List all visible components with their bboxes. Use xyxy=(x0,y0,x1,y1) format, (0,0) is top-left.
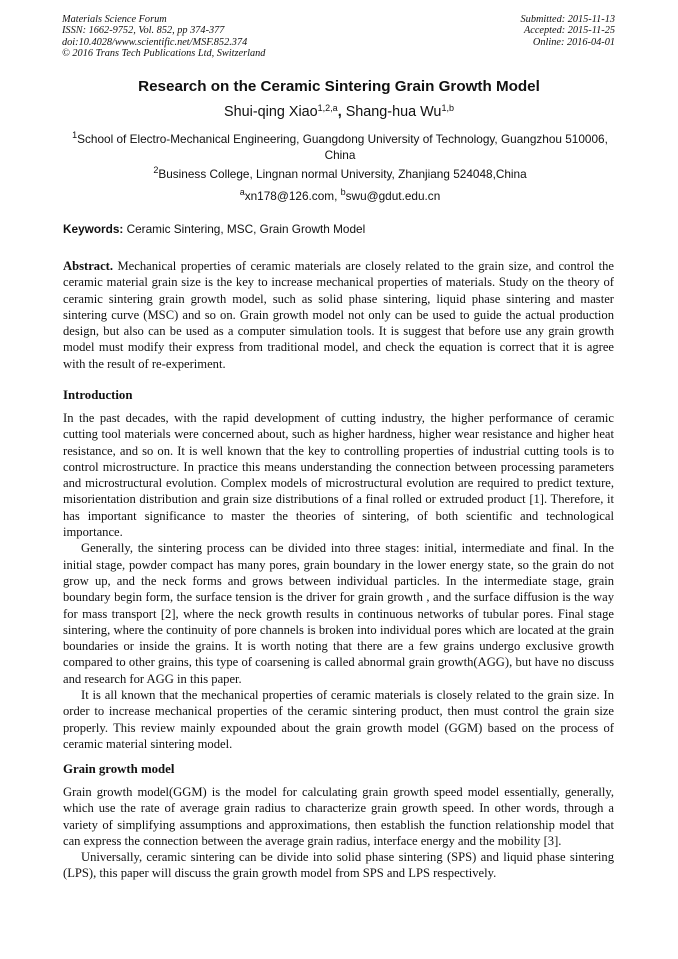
issn-line: ISSN: 1662-9752, Vol. 852, pp 374-377 xyxy=(62,25,225,37)
introduction-body xyxy=(63,410,614,752)
copyright-line: © 2016 Trans Tech Publications Ltd, Switzerland xyxy=(62,48,266,60)
author-2: Shang-hua Wu xyxy=(345,104,442,120)
paragraph: In the past decades, with the rapid development of cutting industry, the higher performance of ceramic cutting tool materials were concerned about, such as higher hardness, higher wear resistance and higher heat resistance, and so on. It is well known that the key to controlling properties of industrial cutting tools is to control microstructure. In practice this means understanding the connection between processing parameters and microstructural evolution. Complex models of microstructural evolution are required to predict texture, misorientation distribution and grain size distributions of a final rolled or extruded product [1]. Therefore, it has important significance to master the theories of sintering, of both scientific and technological importance. xyxy=(63,411,614,540)
keywords-text: Ceramic Sintering, MSC, Grain Growth Model xyxy=(123,222,366,236)
author-line xyxy=(0,104,678,120)
affiliation-1-text: School of Electro-Mechanical Engineering, Guangdong University of Technology, Guangzhou 510006, China xyxy=(77,132,608,162)
author-separator: , xyxy=(337,104,346,120)
journal-info xyxy=(62,14,265,60)
journal-name: Materials Science Forum xyxy=(62,14,167,25)
abstract xyxy=(63,258,614,372)
email-b: swu@gdut.edu.cn xyxy=(345,189,441,203)
grain-growth-model-heading: Grain growth model xyxy=(63,762,175,776)
keywords-label: Keywords: xyxy=(63,222,124,236)
email-b-sup: b xyxy=(340,187,346,197)
author-1: Shui-qing Xiao xyxy=(224,104,318,120)
paragraph: Universally, ceramic sintering can be divide into solid phase sintering (SPS) and liquid phase sintering (LPS), this paper will discuss the grain growth model from SPS and LPS respectively. xyxy=(63,850,614,881)
author-1-sup: 1,2,a xyxy=(317,103,338,113)
abstract-label: Abstract. xyxy=(63,259,114,273)
grain-growth-model-body xyxy=(63,784,614,882)
abstract-text: Mechanical properties of ceramic materials are closely related to the grain size, and control the ceramic material grain size is the key to increase mechanical properties of materials. Study on the theory of ceramic sintering grain growth model, such as solid phase sintering, liquid phase sintering and master sintering curve (MSC) and so on. Grain growth model not only can be used to guide the actual production design, but also can be used as a computer simulation tools. It is suggest that before use any grain growth model must modify their express from traditional model, and check the equation is correct that it is agree with the result of re-experiment. xyxy=(63,259,614,371)
paragraph: Generally, the sintering process can be divided into three stages: initial, intermediate and final. In the initial stage, powder compact has many pores, grain boundary in the lower energy state, so the grain do not grow up, and the neck forms and grows between individual particles. In the intermediate stage, grain boundary begin form, the surface tension is the driver for grain growth , and the surface diffusion is the way for mass transport [2], where the neck growth results in continuous networks of tubular pores. Final stage sintering, where the continuity of pore channels is broken into individual pores which are located at the grain boundaries or inside the grains. It is worth noting that there are a few grains undergo exclusive growth compared to other grains, this type of coarsening is called abnormal grain growth(AGG), but have no discuss and research for AGG in this paper. xyxy=(63,541,614,686)
affiliation-2-sup: 2 xyxy=(153,165,159,175)
email-a-sup: a xyxy=(239,187,245,197)
submitted-date: Submitted: 2015-11-13 xyxy=(520,14,615,25)
keywords xyxy=(63,222,623,236)
doi-line: doi:10.4028/www.scientific.net/MSF.852.374 xyxy=(62,36,248,48)
online-date: Online: 2016-04-01 xyxy=(532,36,615,48)
author-2-sup: 1,b xyxy=(441,103,454,113)
affiliation-1-sup: 1 xyxy=(72,130,78,140)
dates-info xyxy=(521,14,615,48)
affiliation-2-text: Business College, Lingnan normal University, Zhanjiang 524048,China xyxy=(158,167,527,181)
email-a: xn178@126.com, xyxy=(244,189,341,203)
accepted-date: Accepted: 2015-11-25 xyxy=(523,25,615,37)
emails xyxy=(66,188,614,204)
affiliation-1 xyxy=(66,131,614,163)
paragraph: Grain growth model(GGM) is the model for calculating grain growth speed model essentially, generally, which use the rate of average grain radius to characterize grain growth speed. In other words, through a variety of simplifying assumptions and approximations, then establish the function relationship model that can express the connection between the average grain radius, interface energy and the mobility [3]. xyxy=(63,785,614,848)
affiliation-2 xyxy=(66,166,614,182)
paragraph: It is all known that the mechanical properties of ceramic materials is closely related to the grain size. In order to increase mechanical properties of the ceramic sintering product, then must control the grain size properly. This review mainly expounded about the grain growth model (GGM) based on the process of ceramic material sintering model. xyxy=(63,688,614,751)
introduction-heading: Introduction xyxy=(63,388,133,402)
paper-title: Research on the Ceramic Sintering Grain Growth Model xyxy=(138,78,540,95)
